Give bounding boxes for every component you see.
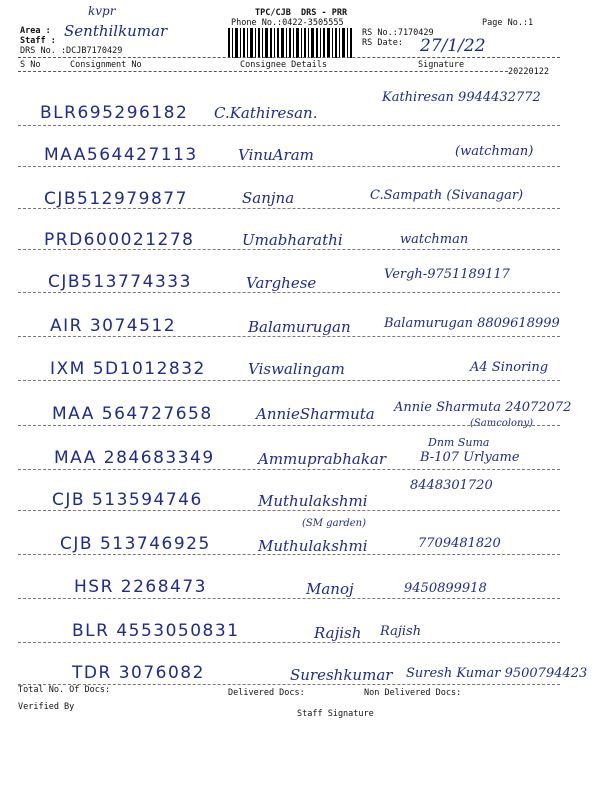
row-consignment: BLR695296182 xyxy=(40,103,189,123)
row-consignee: Varghese xyxy=(246,274,317,292)
row-consignee: Balamurugan xyxy=(248,318,351,336)
row-consignment: HSR 2268473 xyxy=(74,577,208,597)
staff-handwriting: Senthilkumar xyxy=(64,22,168,40)
row-divider xyxy=(18,125,560,126)
row-consignee: AnnieSharmuta xyxy=(256,405,375,423)
row-consignment: PRD600021278 xyxy=(44,230,195,250)
row-signature: Rajish xyxy=(380,624,422,639)
non-delivered-docs-label: Non Delivered Docs: xyxy=(364,688,462,698)
rs-number: RS No.:7170429 xyxy=(362,28,434,38)
row-signature: 7709481820 xyxy=(418,536,501,551)
row-consignment: MAA 284683349 xyxy=(54,448,215,468)
row-signature: 8448301720 xyxy=(410,478,493,493)
row-divider xyxy=(18,598,560,599)
row-consignment: IXM 5D1012832 xyxy=(50,359,206,379)
row-divider xyxy=(18,166,560,167)
barcode xyxy=(228,28,353,58)
row-consignment: BLR 4553050831 xyxy=(72,621,240,641)
row-signature: C.Sampath (Sivanagar) xyxy=(370,188,524,203)
rs-date-handwriting: 27/1/22 xyxy=(420,36,486,56)
verified-by-label: Verified By xyxy=(18,702,75,712)
row-consignee: Muthulakshmi xyxy=(258,492,368,510)
row-consignee: Rajish xyxy=(314,624,362,642)
row-consignment: TDR 3076082 xyxy=(72,663,205,683)
row-signature: (watchman) xyxy=(455,144,534,159)
area-label: Area : xyxy=(20,26,51,36)
staff-label: Staff : xyxy=(20,36,56,46)
col-sno: S No xyxy=(20,60,41,70)
row-consignee: Sanjna xyxy=(242,189,295,207)
phone-number: Phone No.:0422-3505555 xyxy=(231,18,344,28)
row-signature: Balamurugan 8809618999 xyxy=(384,316,560,331)
delivered-docs-label: Delivered Docs: xyxy=(228,688,305,698)
row-divider xyxy=(18,510,560,511)
row-consignment: CJB 513746925 xyxy=(60,534,211,554)
row-divider xyxy=(18,208,560,209)
row-divider xyxy=(18,642,560,643)
page-title: TPC/CJB DRS - PRR xyxy=(255,8,348,18)
col-consignment: Consignment No xyxy=(70,60,142,70)
col-consignee: Consignee Details xyxy=(240,60,327,70)
row-signature: Vergh-9751189117 xyxy=(384,267,510,282)
row-consignee: Viswalingam xyxy=(248,360,345,378)
row-divider xyxy=(18,336,560,337)
drs-number: DRS No. :DCJB7170429 xyxy=(20,46,123,56)
row-note: Dnm Suma xyxy=(428,436,490,449)
row-consignee: Muthulakshmi xyxy=(258,537,368,555)
row-signature: Kathiresan 9944432772 xyxy=(382,90,541,105)
row-consignee: Manoj xyxy=(306,580,354,598)
row-consignment: MAA 564727658 xyxy=(52,404,213,424)
row-consignee: Sureshkumar xyxy=(290,666,393,684)
area-handwriting: kvpr xyxy=(88,4,116,18)
row-consignee: Ammuprabhakar xyxy=(258,450,387,468)
page-number: Page No.:1 xyxy=(482,18,534,28)
row-signature: Suresh Kumar 9500794423 xyxy=(406,666,588,681)
row-divider xyxy=(18,380,560,381)
row-consignment: CJB512979877 xyxy=(44,189,188,209)
row-consignment: MAA564427113 xyxy=(44,145,198,165)
row-divider xyxy=(18,292,560,293)
row-consignment: CJB 513594746 xyxy=(52,490,203,510)
row-consignee: C.Kathiresan. xyxy=(214,104,318,122)
row-consignment: AIR 3074512 xyxy=(50,316,177,336)
row-note: (Samcolony) xyxy=(470,418,534,429)
staff-signature-label: Staff Signature xyxy=(297,709,374,719)
row-signature: A4 Sinoring xyxy=(470,360,549,375)
header-divider xyxy=(18,57,560,58)
row-divider xyxy=(18,425,560,426)
total-docs-label: Total No. Of Docs: xyxy=(18,685,111,695)
header-divider-2 xyxy=(18,71,508,72)
row-divider xyxy=(18,554,560,555)
row-divider xyxy=(18,469,560,470)
row-note: (SM garden) xyxy=(302,518,366,529)
row-signature: watchman xyxy=(400,232,469,247)
rs-date-label: RS Date: xyxy=(362,38,403,48)
row-signature: 9450899918 xyxy=(404,581,487,596)
print-date: 20220122 xyxy=(508,67,549,77)
row-signature: Annie Sharmuta 24072072 xyxy=(394,400,572,415)
row-signature: B-107 Urlyame xyxy=(420,450,520,465)
row-consignment: CJB513774333 xyxy=(48,272,192,292)
row-consignee: Umabharathi xyxy=(242,231,343,249)
row-divider xyxy=(18,249,560,250)
row-consignee: VinuAram xyxy=(238,146,314,164)
col-signature: Signature xyxy=(418,60,465,70)
